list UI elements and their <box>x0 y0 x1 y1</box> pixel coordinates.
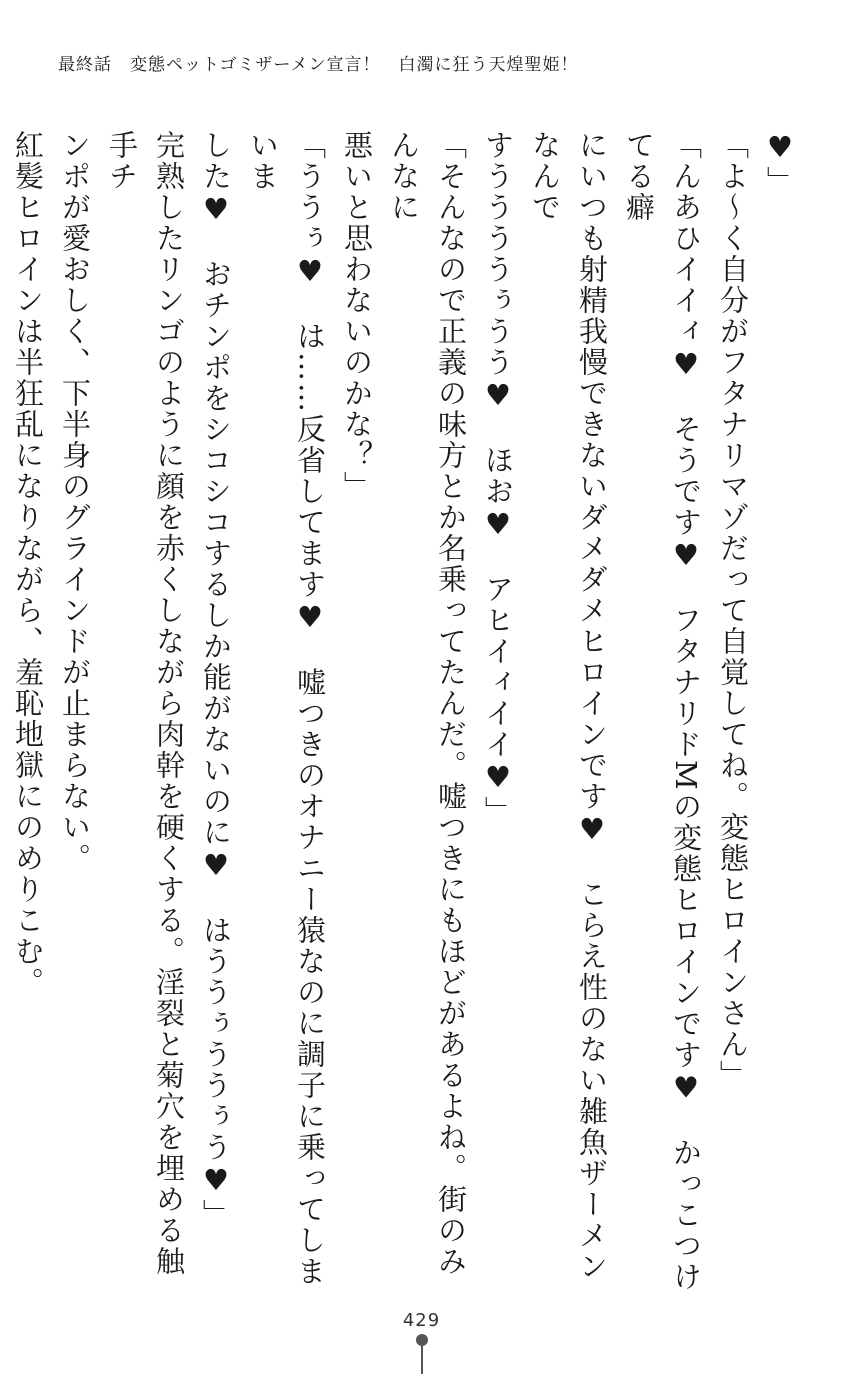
text-line: した♥ おチンポをシコシコするしか能がないのに♥ はううぅううぅう♥」 <box>199 130 233 1230</box>
text-line: ンポが愛おしく、下半身のグラインドが止まらない。 <box>58 130 92 874</box>
text-line: 「んあひイイィ♥ そうです♥ フタナリドMの変態ヒロインです♥ かっこつけてる癖 <box>622 130 703 1293</box>
page-marker-icon <box>416 1334 428 1374</box>
text-line: すううううぅうう♥ ほお♥ アヒイィイイ♥」 <box>481 130 515 827</box>
text-line: 「そんなので正義の味方とか名乗ってたんだ。嘘つきにもほどがあるよね。街のみんなに <box>387 130 468 1277</box>
marker-line <box>421 1344 423 1374</box>
page-number: 429 <box>402 1310 441 1331</box>
running-header: 最終話 変態ペットゴミザーメン宣言！ 白濁に狂う天煌聖姫！ <box>58 55 579 75</box>
vertical-text-body <box>11 130 803 1300</box>
text-line: ♥」 <box>763 130 797 197</box>
text-line: 悪いと思わないのかな？」 <box>340 130 374 502</box>
text-line: 完熟したリンゴのように顔を赤くしながら肉幹を硬くする。淫裂と菊穴を埋める触手チ <box>105 130 186 1277</box>
text-line: 「よ〜く自分がフタナリマゾだって自覚してね。変態ヒロインさん」 <box>716 130 750 1091</box>
text-line <box>0 130 4 1300</box>
text-line: 「ううぅ♥ は……反省してます♥ 嘘つきのオナニー猿なのに調子に乗ってしまいま <box>246 130 327 1287</box>
text-line: 紅髪ヒロインは半狂乱になりながら、羞恥地獄にのめりこむ。 <box>11 130 45 998</box>
text-line: にいつも射精我慢できないダメダメヒロインです♥ こらえ性のない雑魚ザーメンなんで <box>528 130 609 1282</box>
